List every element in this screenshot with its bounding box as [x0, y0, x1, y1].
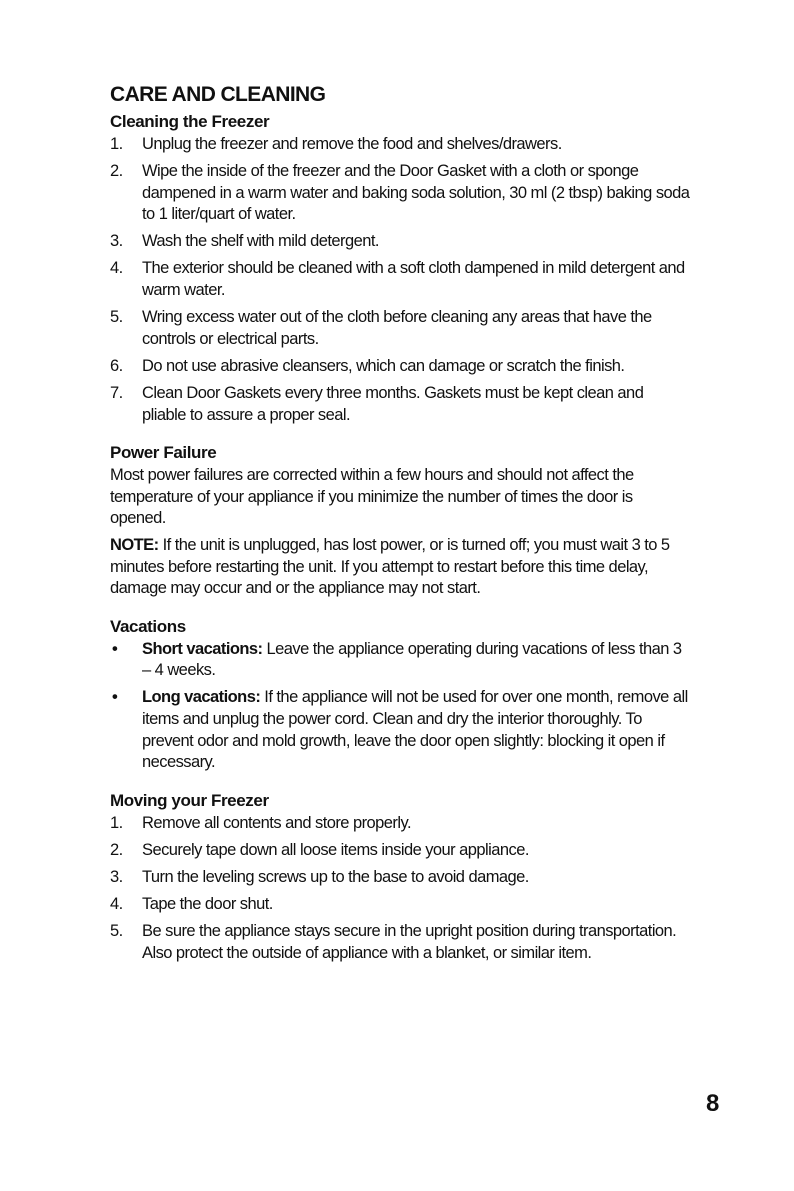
item-text: Turn the leveling screws up to the base to avoid damage.: [142, 867, 529, 886]
list-item: [110, 867, 690, 889]
list-item: [110, 231, 690, 253]
item-text: Be sure the appliance stays secure in the upright position during transportation. Also protect the outside of appliance with a blanket, or similar item.: [142, 922, 677, 962]
item-text: Do not use abrasive cleansers, which can damage or scratch the finish.: [142, 356, 625, 375]
page-title: CARE AND CLEANING: [110, 83, 326, 106]
cleaning-section: [110, 110, 690, 426]
item-number: 1.: [110, 813, 123, 832]
item-text: Securely tape down all loose items inside your appliance.: [142, 840, 529, 859]
item-number: 4.: [110, 259, 123, 278]
item-text: If the appliance will not be used for over one month, remove all items and unplug the power cord. Clean and dry the interior thoroughly. To prevent odor and mold growth, leave the door open slightly: blocking it open if necessary.: [142, 688, 688, 772]
item-number: 2.: [110, 840, 123, 859]
power-failure-section: [110, 441, 690, 600]
item-number: 5.: [110, 922, 123, 941]
vacations-list: [110, 639, 690, 774]
list-item: [110, 639, 690, 682]
item-number: 4.: [110, 895, 123, 914]
item-text: Remove all contents and store properly.: [142, 813, 411, 832]
moving-section: [110, 789, 690, 965]
vacations-section: [110, 615, 690, 774]
item-text: Tape the door shut.: [142, 895, 273, 914]
item-text: Leave the appliance operating during vacations of less than 3 – 4 weeks.: [142, 639, 682, 680]
list-item: [110, 840, 690, 862]
list-item: [110, 356, 690, 378]
bullet-icon: •: [112, 639, 118, 658]
note-text: If the unit is unplugged, has lost power, or is turned off; you must wait 3 to 5 minutes before restarting the unit. If you attempt to restart before this time delay, damage may occur and or the appliance may not start.: [110, 535, 670, 598]
power-failure-note: [110, 535, 690, 600]
item-number: 1.: [110, 135, 123, 153]
bullet-icon: •: [112, 688, 118, 707]
item-text: Unplug the freezer and remove the food and shelves/drawers.: [142, 135, 562, 153]
item-number: 7.: [110, 383, 123, 402]
item-text: The exterior should be cleaned with a soft cloth dampened in mild detergent and warm water.: [142, 259, 685, 300]
list-item: [110, 894, 690, 916]
vacations-heading: Vacations: [110, 616, 186, 636]
item-number: 6.: [110, 356, 123, 375]
page-number: 8: [706, 1090, 720, 1117]
item-text: Clean Door Gaskets every three months. Gaskets must be kept clean and pliable to assure a proper seal.: [142, 383, 644, 424]
list-item: [110, 383, 690, 426]
item-number: 5.: [110, 308, 123, 327]
list-item: [110, 307, 690, 350]
item-label: Short vacations:: [142, 639, 263, 658]
list-item: [110, 161, 690, 226]
item-text: Wipe the inside of the freezer and the Door Gasket with a cloth or sponge dampened in a warm water and baking soda solution, 30 ml (2 tbsp) baking soda to 1 liter/quart of water.: [142, 162, 690, 224]
power-failure-heading: Power Failure: [110, 443, 217, 463]
moving-list: [110, 813, 690, 965]
list-item: [110, 687, 690, 773]
power-failure-paragraph: Most power failures are corrected within a few hours and should not affect the temperature of your appliance if you minimize the number of times the door is opened.: [110, 466, 634, 528]
moving-heading: Moving your Freezer: [110, 790, 269, 810]
item-number: 2.: [110, 162, 123, 181]
item-label: Long vacations:: [142, 688, 261, 707]
item-text: Wring excess water out of the cloth before cleaning any areas that have the controls or electrical parts.: [142, 308, 652, 348]
item-number: 3.: [110, 867, 123, 886]
page-content: [110, 80, 690, 970]
item-text: Wash the shelf with mild detergent.: [142, 232, 379, 251]
cleaning-heading: Cleaning the Freezer: [110, 112, 270, 131]
list-item: [110, 258, 690, 301]
list-item: [110, 921, 690, 964]
cleaning-list: [110, 134, 690, 426]
list-item: [110, 134, 690, 156]
list-item: [110, 813, 690, 835]
item-number: 3.: [110, 232, 123, 251]
note-label: NOTE:: [110, 535, 159, 554]
